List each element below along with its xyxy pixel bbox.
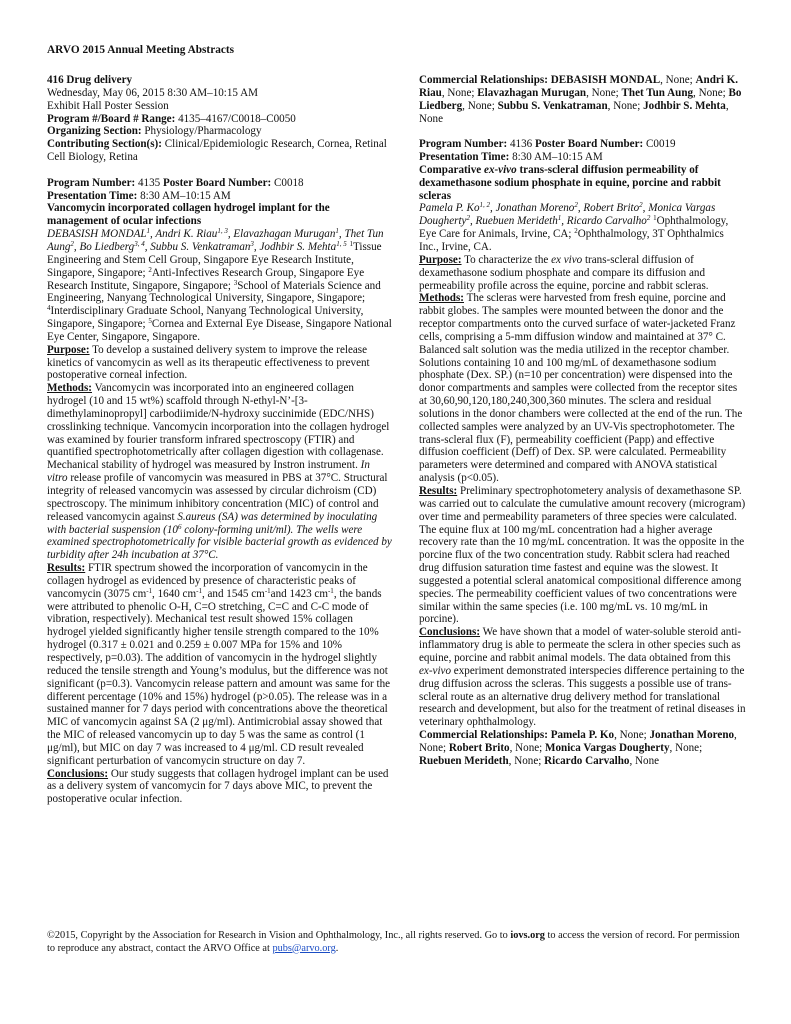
commercial-name: Andri K. Riau xyxy=(419,74,739,99)
commercial-value: , None; xyxy=(607,99,644,112)
page-header: ARVO 2015 Annual Meeting Abstracts xyxy=(47,44,235,56)
abstract1-authors xyxy=(47,228,392,344)
commercial-label: Commercial Relationships: xyxy=(419,729,548,742)
results-text: , 1640 cm xyxy=(152,587,197,600)
commercial-value: , None; xyxy=(508,754,545,767)
abstract1-conclusions xyxy=(47,768,392,807)
affiliation-superscript: 5 xyxy=(148,317,152,326)
results-text: FTIR spectrum showed the incorporation of vancomycin in the collagen hydrogel as evidenced by presence of characteristic peaks of vancomycin (3075 cm xyxy=(47,562,368,600)
results-superscript: -1 xyxy=(264,586,271,595)
abstract1-title: Vancomycin incorporated collagen hydrogel implant for the management of ocular infections xyxy=(47,202,330,228)
purpose-text: trans-scleral diffusion of dexamethasone sodium phosphate and compare its diffusion and permeability profile across the equine, porcine and rabbit scleras. xyxy=(419,253,709,292)
author-name: Subbu S. Venkatraman xyxy=(150,240,251,253)
author-superscript: 2 xyxy=(466,214,470,223)
affiliation-text: Ophthalmology, 3T Ophthalmics Inc., Irvine, CA. xyxy=(419,228,724,253)
affiliation-text: Ophthalmology, Eye Care for Animals, Irvine, CA; xyxy=(419,215,729,241)
author-superscript: 1 xyxy=(146,227,151,236)
abstract2-conclusions xyxy=(419,626,746,729)
author-name: Bo Liedberg xyxy=(79,240,135,253)
results-text: and 1423 cm xyxy=(270,587,328,600)
conclusions-text: experiment demonstrated interspecies difference pertaining to the drug diffusion across the scleras. This suggests a possible use of trans-scleral route as an alternative drug delivery method for translational research and development, but also for the treatment of retinal diseases in veterinary ophthalmology. xyxy=(419,664,746,729)
program-number-label: Program Number: xyxy=(419,138,508,151)
author-name: Elavazhagan Murugan xyxy=(233,228,336,241)
methods-italic: colony-forming unit/ml). The wells were examined spectrophotometrically for visible bacterial growth as evidenced by turbidity after 24h incubation at 37°C. xyxy=(47,523,392,562)
abstract2-commercial xyxy=(419,729,746,768)
methods-label: Methods: xyxy=(419,292,464,305)
commercial-value: , None; xyxy=(614,729,650,742)
commercial-name: Subbu S. Venkatraman xyxy=(497,99,608,112)
session-location: Exhibit Hall Poster Session xyxy=(47,99,169,112)
results-text: Preliminary spectrophotometery analysis of dexamethasone SP. was carried out to calculate the cumulative amount recovery (microgram) over time and permeability parameters of three species were calculated. The equine flux at 100 mg/mL concentration had a higher average recovery rate than the 10 mg/mL concentration. It was the opposite in the porcine flux of the two concentration study. Rabbit sclera had reached drug diffusion saturation time fastest and equine was the slowest. It suggested a potential scleral anatomical compositional difference among species. The permeability coefficient values of two concentrations were similar within the same species (i.e. 100 mg/mL vs. 10 mg/mL in porcine). xyxy=(419,485,746,626)
organizing-value: Physiology/Pharmacology xyxy=(144,125,262,138)
presentation-time-label: Presentation Time: xyxy=(419,151,510,164)
author-list: Pamela P. Ko$^{1, 2}$, Jonathan Moreno$^2$, Robert Brito$^2$, Monica Vargas Dougherty$^2$, Ruebuen Merideth$^1$, Ricardo Carvalho$^2$ xyxy=(419,201,716,228)
abstract1-methods xyxy=(47,382,392,562)
commercial-value: , None; xyxy=(586,86,622,99)
presentation-time-label: Presentation Time: xyxy=(47,189,138,202)
affiliation-superscript: 1 xyxy=(349,239,353,248)
presentation-time: 8:30 AM–10:15 AM xyxy=(140,189,231,202)
title-italic: ex-vivo xyxy=(484,163,517,176)
commercial-value: , None xyxy=(629,754,660,767)
commercial-value: , None; xyxy=(462,99,498,112)
author-name: Ruebuen Merideth xyxy=(475,215,558,228)
abstract1-commercial xyxy=(419,74,746,125)
left-column xyxy=(47,74,392,806)
author-superscript: 3 xyxy=(250,239,254,248)
methods-text: The scleras were harvested from fresh equine, porcine and rabbit globes. The samples were mounted between the donor and the receptor compartments onto the curved surface of water-jacketed Franz cells, comprising a 5-mm diffusion window and maintained at 37° C. Balanced salt solution was the media utilized in the receptor chamber. Solutions containing 10 and 100 mg/mL of dexamethasone sodium phosphate (Dex. SP.) (n=10 per concentration) were dispensed into the donor compartments and samples were collected from the receptor sites at 30,60,90,120,180,240,300,360 minutes. The sclera and residual solutions in the donor chambers were collected at the end of the run. The collected samples were analyzed by an UV-Vis spectrophotometer. The trans-scleral flux (F), permeability coefficient (Papp) and effective diffusion coefficient (Deff) of Dex. SP. were calculated. Permeability parameters were determined and compared with ANOVA statistical analysis (p<0.05). xyxy=(419,292,743,485)
board-number: C0019 xyxy=(646,138,676,151)
purpose-label: Purpose: xyxy=(47,343,90,356)
author-superscript: 2 xyxy=(70,239,74,248)
commercial-name: Bo Liedberg xyxy=(419,86,742,112)
affiliation-superscript: 1 xyxy=(653,214,657,223)
author-superscript: 2 xyxy=(646,214,651,223)
commercial-name: DEBASISH MONDAL xyxy=(550,74,661,86)
program-range-value: 4135–4167/C0018–C0050 xyxy=(178,112,296,125)
methods-superscript: 6 xyxy=(177,522,182,531)
methods-text: Vancomycin was incorporated into an engineered collagen hydrogel (10 and 15 wt%) scaffold through N-ethyl-N’-[3-dimethylaminopropyl] carbodiimide/N-hydroxy succinimide (EDC/NHS) crosslinking technique. Vancomycin incorporation into the collagen hydrogel was examined by fourier transform infrared spectroscopy (FTIR) and quantified spectrophotometrically after collagen digestion with collagenase. Mechanical stability of hydrogel was measured by Instron instrument. xyxy=(47,382,390,472)
methods-italic: S.aureus (SA) was determined by inoculating with bacterial suspension (10 xyxy=(47,510,378,536)
commercial-name: Thet Tun Aung xyxy=(621,86,694,99)
author-name: DEBASISH MONDAL xyxy=(47,228,147,241)
author-name: Pamela P. Ko xyxy=(419,202,480,215)
commercial-name: Jonathan Moreno xyxy=(649,729,735,742)
author-superscript: 1, 5 xyxy=(336,239,347,248)
results-label: Results: xyxy=(47,562,86,575)
affiliation-superscript: 4 xyxy=(47,304,51,313)
author-superscript: 1, 3 xyxy=(217,227,228,236)
organizing-label: Organizing Section: xyxy=(47,125,142,138)
abstract2-purpose xyxy=(419,254,746,293)
iovs-site: iovs.org xyxy=(510,930,545,941)
affiliation-text: Cornea and External Eye Disease, Singapore National Eye Center, Singapore, Singapore. xyxy=(47,318,392,343)
affiliation-superscript: 2 xyxy=(574,227,578,236)
board-number-label: Poster Board Number: xyxy=(162,176,272,189)
abstract2-methods xyxy=(419,292,746,485)
organizing-section xyxy=(47,125,392,138)
program-number-label: Program Number: xyxy=(47,176,136,189)
commercial-name: Ruebuen Merideth xyxy=(419,754,509,767)
author-name: Jonathan Moreno xyxy=(495,202,575,215)
board-number: C0018 xyxy=(274,176,304,189)
results-superscript: -1 xyxy=(146,586,153,595)
author-name: Thet Tun Aung xyxy=(47,228,384,253)
purpose-text: To develop a sustained delivery system to improve the release kinetics of vancomycin as well as its therapeutic effectiveness to prevent postoperative corneal infection. xyxy=(47,343,370,382)
author-name: Ricardo Carvalho xyxy=(566,215,647,228)
author-name: Andri K. Riau xyxy=(155,228,218,241)
abstract1-purpose xyxy=(47,344,392,383)
conclusions-label: Conclusions: xyxy=(419,626,481,639)
abstract1-time-line xyxy=(47,190,392,203)
program-range xyxy=(47,113,392,126)
conclusions-text: Our study suggests that collagen hydrogel implant can be used as a delivery system of vancomycin for 7 days above MIC, to prevent the postoperative ocular infection. xyxy=(47,767,389,806)
commercial-name: Robert Brito xyxy=(448,741,510,754)
affiliation-text: Tissue Engineering and Stem Cell Group, Singapore Eye Research Institute, Singapore, Singapore; xyxy=(47,240,382,279)
author-superscript: 1 xyxy=(557,214,562,223)
email-link[interactable]: pubs@arvo.org xyxy=(272,942,336,954)
title-text: trans-scleral diffusion permeability of dexamethasone sodium phosphate in equine, porcine and rabbit scleras xyxy=(419,163,721,202)
commercial-value: , None xyxy=(419,99,729,125)
author-name: Monica Vargas Dougherty xyxy=(419,202,716,228)
board-number-label: Poster Board Number: xyxy=(534,138,644,151)
commercial-value: , None; xyxy=(441,86,478,99)
footer-text: to access the version of record. For permission to reproduce any abstract, contact the ARVO Office at xyxy=(47,930,740,954)
commercial-value: , None; xyxy=(660,74,696,86)
methods-italic: In vitro xyxy=(47,459,370,485)
program-number: 4136 xyxy=(510,138,533,151)
abstract2-title xyxy=(419,164,746,203)
affiliation-text: Interdisciplinary Graduate School, Nanyang Technological University, Singapore, Singapore; xyxy=(47,305,364,331)
abstract1-results xyxy=(47,562,392,768)
contributing-value: Clinical/Epidemiologic Research, Cornea, Retinal Cell Biology, Retina xyxy=(47,138,387,164)
results-superscript: -1 xyxy=(196,586,202,595)
conclusions-label: Conclusions: xyxy=(47,767,109,780)
affiliation-text: School of Materials Science and Engineering, Nanyang Technological University, Singapore, Singapore; xyxy=(47,279,381,305)
author-superscript: 2 xyxy=(574,201,578,210)
author-superscript: 2 xyxy=(639,201,643,210)
contributing-section xyxy=(47,138,392,164)
title-text: Comparative xyxy=(419,163,485,176)
session-title: 416 Drug delivery xyxy=(47,74,133,86)
abstract2-time-line xyxy=(419,151,746,164)
affiliation-text: Anti-Infectives Research Group, Singapore Eye Research Institute, Singapore, Singapore; xyxy=(47,266,365,292)
methods-text: release profile of vancomycin was measured in PBS at 37°C. Structural integrity of released vancomycin was assessed by circular dichroism (CD) spectroscopy. The minimum inhibitory concentration (MIC) of control and released vancomycin against xyxy=(47,472,388,523)
results-superscript: -1 xyxy=(327,586,334,595)
commercial-name: Pamela P. Ko xyxy=(550,729,615,742)
author-name: Robert Brito xyxy=(583,202,640,215)
footer-text: ©2015, Copyright by the Association for Research in Vision and Ophthalmology, Inc., all rights reserved. Go to xyxy=(47,930,511,941)
purpose-text: To characterize the xyxy=(461,253,552,266)
session-date-time: Wednesday, May 06, 2015 8:30 AM–10:15 AM xyxy=(47,86,259,99)
commercial-name: Monica Vargas Dougherty xyxy=(545,741,670,754)
author-superscript: 1, 2 xyxy=(479,201,491,210)
contributing-label: Contributing Section(s): xyxy=(47,138,162,151)
results-text: , the bands were attributed to phenolic O-H, C=O stretching, C=C and C-C mode of vibration, respectively). Mechanical test result showed 15% collagen hydrogel yielded significantly higher tensile strength compared to the 10% hydrogel (0.317 ± 0.021 and 0.259 ± 0.007 MPa for 15% and 10% respectively, p=0.03). The addition of vancomycin in the hydrogel slightly reduced the tensile strength and Young’s modulus, but the difference was not significant (p=0.3). Vancomycin release pattern and amount was same for the different percentage (10% and 15%) hydrogel (p>0.05). The release was in a sustained manner for 7 days period with concentrations above the theoretical MIC of vancomycin against SA (2 μg/ml). Antimicrobial assay showed that the MIC of released vancomycin up to day 5 was the same as control (1 μg/ml), but MIC on day 7 was increased to 4 μg/ml. CD result revealed significant perturbation of vancomycin structure on day 7. xyxy=(47,587,391,767)
commercial-name: Elavazhagan Murugan xyxy=(477,86,587,99)
abstract1-program-line xyxy=(47,177,392,190)
abstract2-results xyxy=(419,485,746,626)
commercial-value: , None; xyxy=(693,86,729,99)
author-superscript: 3, 4 xyxy=(134,239,145,248)
affiliation-superscript: 2 xyxy=(148,265,152,274)
footer-text: . xyxy=(335,942,339,954)
conclusions-italic: ex-vivo xyxy=(419,664,452,677)
right-column xyxy=(419,74,746,768)
commercial-name: Jodhbir S. Mehta xyxy=(643,99,726,112)
affiliation-list xyxy=(47,241,392,343)
commercial-name: Ricardo Carvalho xyxy=(544,754,630,767)
copyright-footer xyxy=(47,930,747,955)
author-list: DEBASISH MONDAL$^1$, Andri K. Riau$^{1, 3}$, Elavazhagan Murugan$^1$, Thet Tun Aung$^2$, Bo Liedberg$^{3, 4}$, Subbu S. Venkatraman$^3$, Jodhbir S. Mehta$^{1, 5}$ xyxy=(47,227,384,253)
purpose-label: Purpose: xyxy=(419,253,462,266)
program-range-label: Program #/Board # Range: xyxy=(47,112,176,125)
commercial-value: , None; xyxy=(669,741,703,754)
commercial-label: Commercial Relationships: xyxy=(419,74,548,86)
author-name: Jodhbir S. Mehta xyxy=(259,240,337,253)
results-label: Results: xyxy=(419,485,458,497)
abstract2-program-line xyxy=(419,138,746,151)
methods-label: Methods: xyxy=(47,382,92,395)
program-number: 4135 xyxy=(138,176,161,189)
results-text: , and 1545 cm xyxy=(201,587,265,600)
purpose-italic: ex vivo xyxy=(551,253,583,266)
conclusions-text: We have shown that a model of water-soluble steroid anti-inflammatory drug is able to permeate the sclera in other species such as equine, porcine and rabbit animal models. The data obtained from this xyxy=(419,626,742,664)
commercial-value: , None; xyxy=(419,729,737,754)
abstract2-authors xyxy=(419,202,746,253)
author-superscript: 1 xyxy=(335,227,339,236)
commercial-value: , None; xyxy=(509,741,546,754)
affiliation-superscript: 3 xyxy=(233,278,238,287)
presentation-time: 8:30 AM–10:15 AM xyxy=(512,151,603,164)
